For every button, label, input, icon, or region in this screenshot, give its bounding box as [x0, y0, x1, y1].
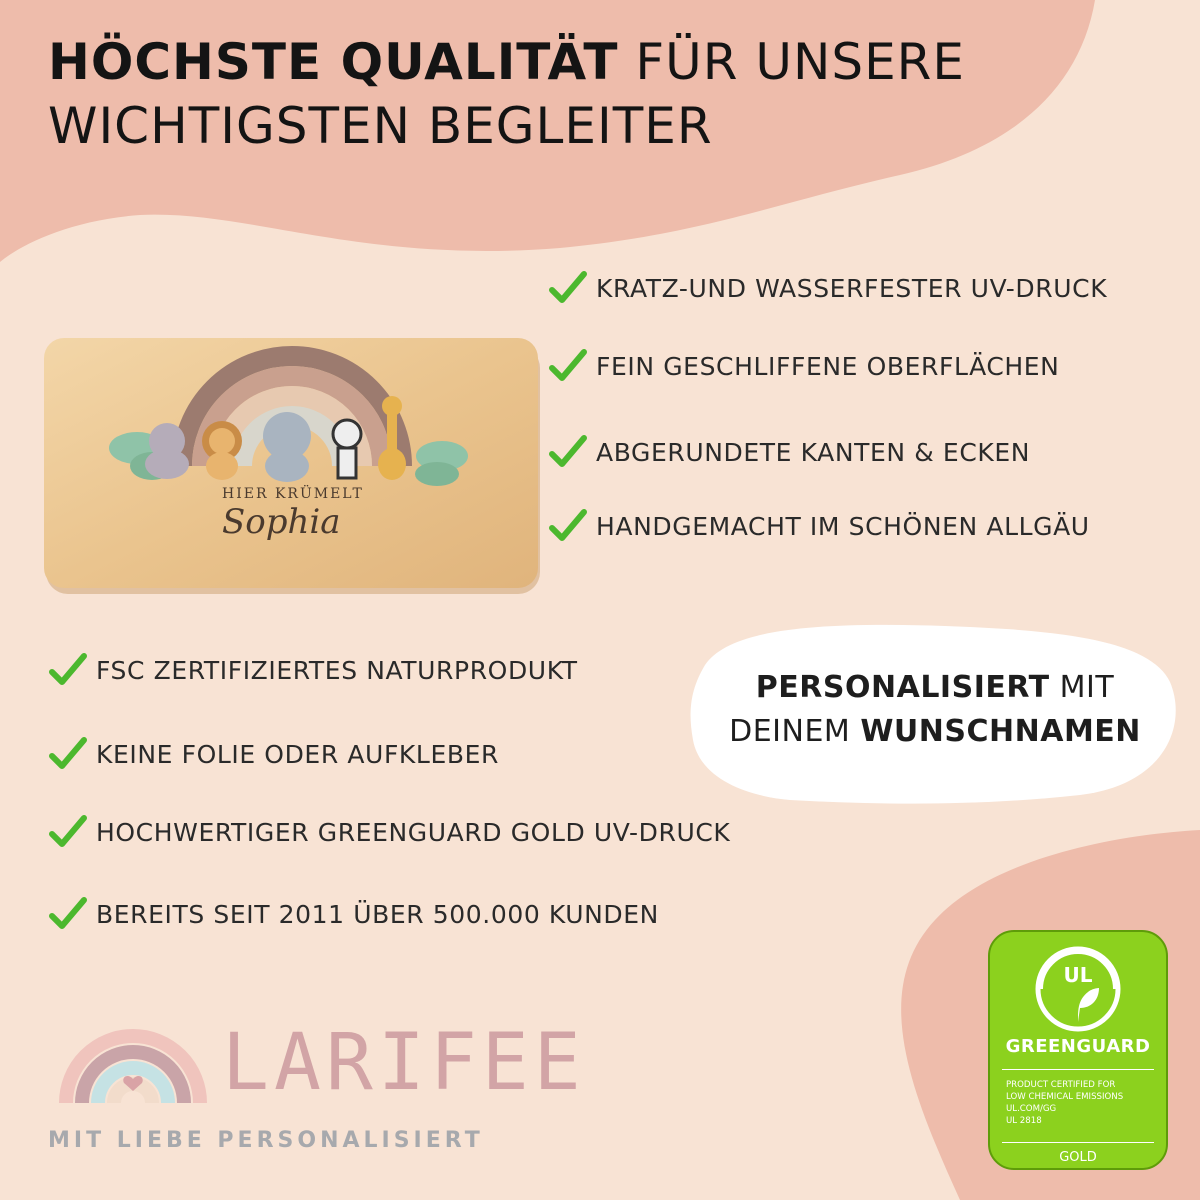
feature-item	[48, 812, 730, 852]
personalization-bubble	[700, 666, 1170, 754]
check-icon	[48, 812, 88, 852]
check-icon	[548, 432, 588, 472]
headline-bold: HÖCHSTE QUALITÄT	[48, 33, 619, 91]
brand-name: LARIFEE	[222, 1018, 586, 1108]
check-icon	[48, 734, 88, 774]
feature-item	[548, 506, 1090, 546]
greenguard-badge	[988, 930, 1168, 1170]
check-icon	[548, 506, 588, 546]
bubble-line2	[700, 710, 1170, 754]
feature-label: KRATZ-UND WASSERFESTER UV-DRUCK	[596, 273, 1108, 303]
cert-line: UL 2818	[1006, 1116, 1042, 1126]
headline-line2: WICHTIGSTEN BEGLEITER	[48, 97, 713, 155]
cert-line: PRODUCT CERTIFIED FOR	[1006, 1080, 1116, 1090]
ul-icon	[1033, 944, 1123, 1034]
board-caption: HIER KRÜMELT	[222, 486, 364, 502]
brand-tagline: MIT LIEBE PERSONALISIERT	[48, 1128, 484, 1153]
divider	[1002, 1069, 1154, 1070]
feature-item	[48, 650, 578, 690]
certification-level: GOLD	[1059, 1150, 1097, 1165]
feature-label: KEINE FOLIE ODER AUFKLEBER	[96, 739, 499, 769]
feature-label: HANDGEMACHT IM SCHÖNEN ALLGÄU	[596, 511, 1090, 541]
cert-line: UL.COM/GG	[1006, 1104, 1057, 1114]
bubble-light-2: DEINEM	[729, 714, 851, 749]
check-icon	[548, 268, 588, 308]
ul-mark: UL	[1063, 963, 1093, 987]
greenguard-name: GREENGUARD	[1005, 1036, 1151, 1057]
feature-label: BEREITS SEIT 2011 ÜBER 500.000 KUNDEN	[96, 899, 659, 929]
check-icon	[548, 346, 588, 386]
rainbow-logo	[48, 995, 218, 1105]
leaf-icon	[1078, 988, 1099, 1022]
check-icon	[48, 894, 88, 934]
headline-light: FÜR UNSERE	[635, 33, 966, 91]
divider	[1002, 1142, 1154, 1143]
headline-line1	[48, 30, 965, 94]
feature-label: HOCHWERTIGER GREENGUARD GOLD UV-DRUCK	[96, 817, 731, 847]
bubble-bold-1: PERSONALISIERT	[755, 670, 1050, 705]
feature-item	[548, 346, 1059, 386]
certification-details	[1006, 1079, 1156, 1127]
cert-line: LOW CHEMICAL EMISSIONS	[1006, 1092, 1124, 1102]
feature-item	[48, 734, 499, 774]
product-board-image	[42, 336, 544, 598]
feature-label: FSC ZERTIFIZIERTES NATURPRODUKT	[96, 655, 578, 685]
feature-label: ABGERUNDETE KANTEN & ECKEN	[596, 437, 1031, 467]
bubble-light-1: MIT	[1059, 670, 1115, 705]
bubble-line1	[700, 666, 1170, 710]
feature-label: FEIN GESCHLIFFENE OBERFLÄCHEN	[596, 351, 1060, 381]
feature-item	[548, 432, 1030, 472]
headline	[48, 30, 965, 158]
feature-item	[548, 268, 1107, 308]
bubble-bold-2: WUNSCHNAMEN	[860, 714, 1141, 749]
board-name: Sophia	[222, 502, 341, 542]
feature-item	[48, 894, 659, 934]
check-icon	[48, 650, 88, 690]
